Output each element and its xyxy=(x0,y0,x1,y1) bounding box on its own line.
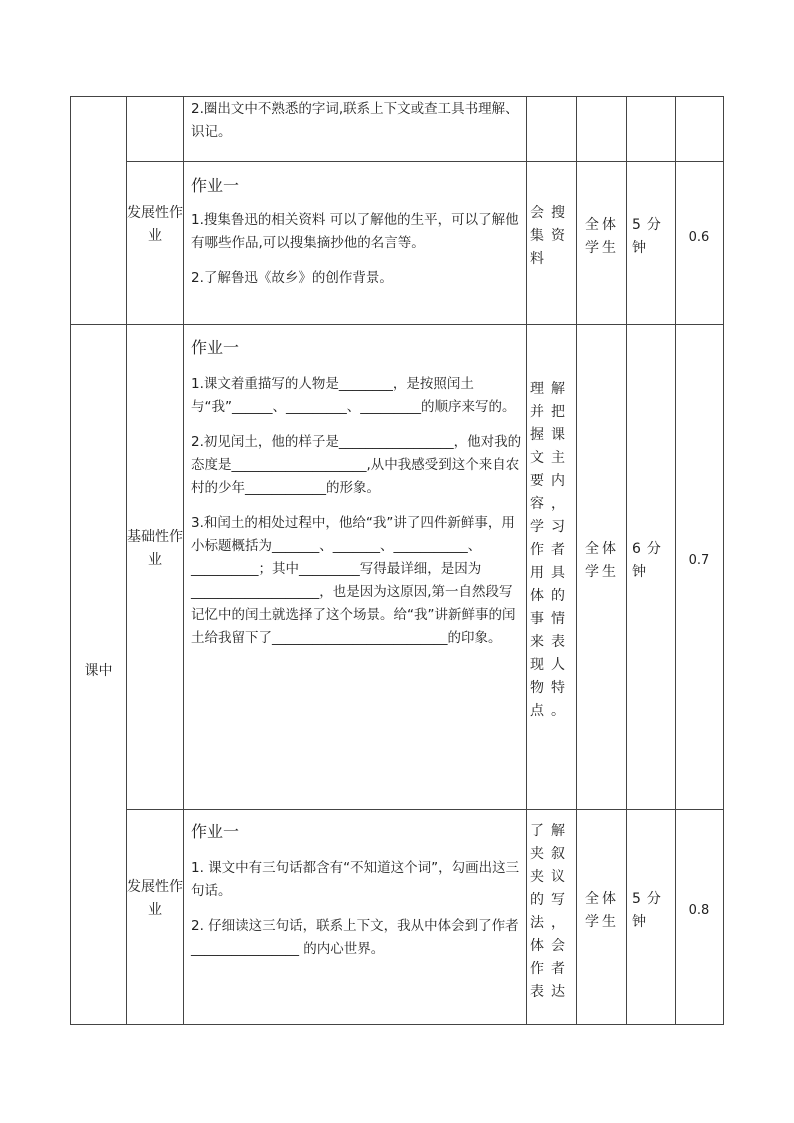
in-basic-coef: 0.7 xyxy=(688,553,710,568)
in-basic-heading: 作业一 xyxy=(191,338,240,357)
in-ext-content xyxy=(191,820,523,961)
pre-basic-content xyxy=(191,98,523,144)
in-ext-coef: 0.8 xyxy=(688,903,710,918)
in-ext-q1: 1. 课文中有三句话都含有“不知道这个词”，勾画出这三句话。 xyxy=(191,860,520,899)
in-ext-heading: 作业一 xyxy=(191,822,240,841)
table-divider-5 xyxy=(626,96,627,1025)
pre-ext-type-label: 发展性作业 xyxy=(127,205,183,244)
table-border-top xyxy=(70,96,724,97)
table-border-bottom xyxy=(70,1024,724,1025)
in-ext-q2: 2. 仔细读这三句话，联系上下文，我从中体会到了作者________________ 的内心世界。 xyxy=(191,918,519,957)
in-ext-time: 5分钟 xyxy=(632,891,667,930)
table-border-left xyxy=(70,96,71,1025)
pre-ext-who: 全体学生 xyxy=(585,217,619,256)
in-basic-q1: 1.课文着重描写的人物是________，是按照闰土与“我”______、_________、_________的顺序来写的。 xyxy=(191,376,516,415)
pre-ext-goal: 会搜集资料 xyxy=(530,205,572,267)
stage-label-in-class: 课中 xyxy=(84,663,113,679)
in-ext-goal: 了解夹叙夹议的写法，体会作者表达 xyxy=(530,823,572,1000)
row-divider-3 xyxy=(126,809,724,810)
in-ext-type-label: 发展性作业 xyxy=(127,879,183,918)
table-divider-2 xyxy=(183,96,184,1025)
pre-ext-content xyxy=(191,174,523,290)
in-basic-who: 全体学生 xyxy=(585,541,619,580)
in-basic-content xyxy=(191,336,523,650)
in-basic-q2: 2.初见闰土，他的样子是_________________，他对我的态度是____________________,从中我感受到这个来自农村的少年____________的形象。 xyxy=(191,434,522,496)
pre-ext-item-2: 2.了解鲁迅《故乡》的创作背景。 xyxy=(191,270,393,286)
pre-ext-item-1: 1.搜集鲁迅的相关资料 可以了解他的生平，可以了解他有哪些作品,可以搜集摘抄他的名言等。 xyxy=(191,212,519,251)
pre-basic-item-2: 2.圈出文中不熟悉的字词,联系上下文或查工具书理解、识记。 xyxy=(191,101,519,140)
in-ext-who: 全体学生 xyxy=(585,891,619,930)
row-divider-2 xyxy=(70,324,724,325)
table-divider-4 xyxy=(576,96,577,1025)
row-divider-1 xyxy=(126,161,724,162)
in-basic-type-label: 基础性作业 xyxy=(127,529,183,568)
in-basic-time: 6分钟 xyxy=(632,541,667,580)
table-divider-3 xyxy=(526,96,527,1025)
in-basic-q3: 3.和闰土的相处过程中，他给“我”讲了四件新鲜事，用小标题概括为_______、_______、___________、__________；其中_________写得最详细，是因为___________________，也是因为这原因,第一自然段写记忆中的闰土就选择了这个场景。给“我”讲新鲜事的闰土给我留下了__________________________的印象。 xyxy=(191,515,516,646)
in-basic-goal: 理解并把握课文主要内容，学习作者用具体的事情来表现人物特点。 xyxy=(530,381,572,719)
pre-ext-heading: 作业一 xyxy=(191,176,240,195)
pre-ext-coef: 0.6 xyxy=(688,230,710,245)
pre-ext-time: 5分钟 xyxy=(632,217,667,256)
table-border-right xyxy=(723,96,724,1025)
